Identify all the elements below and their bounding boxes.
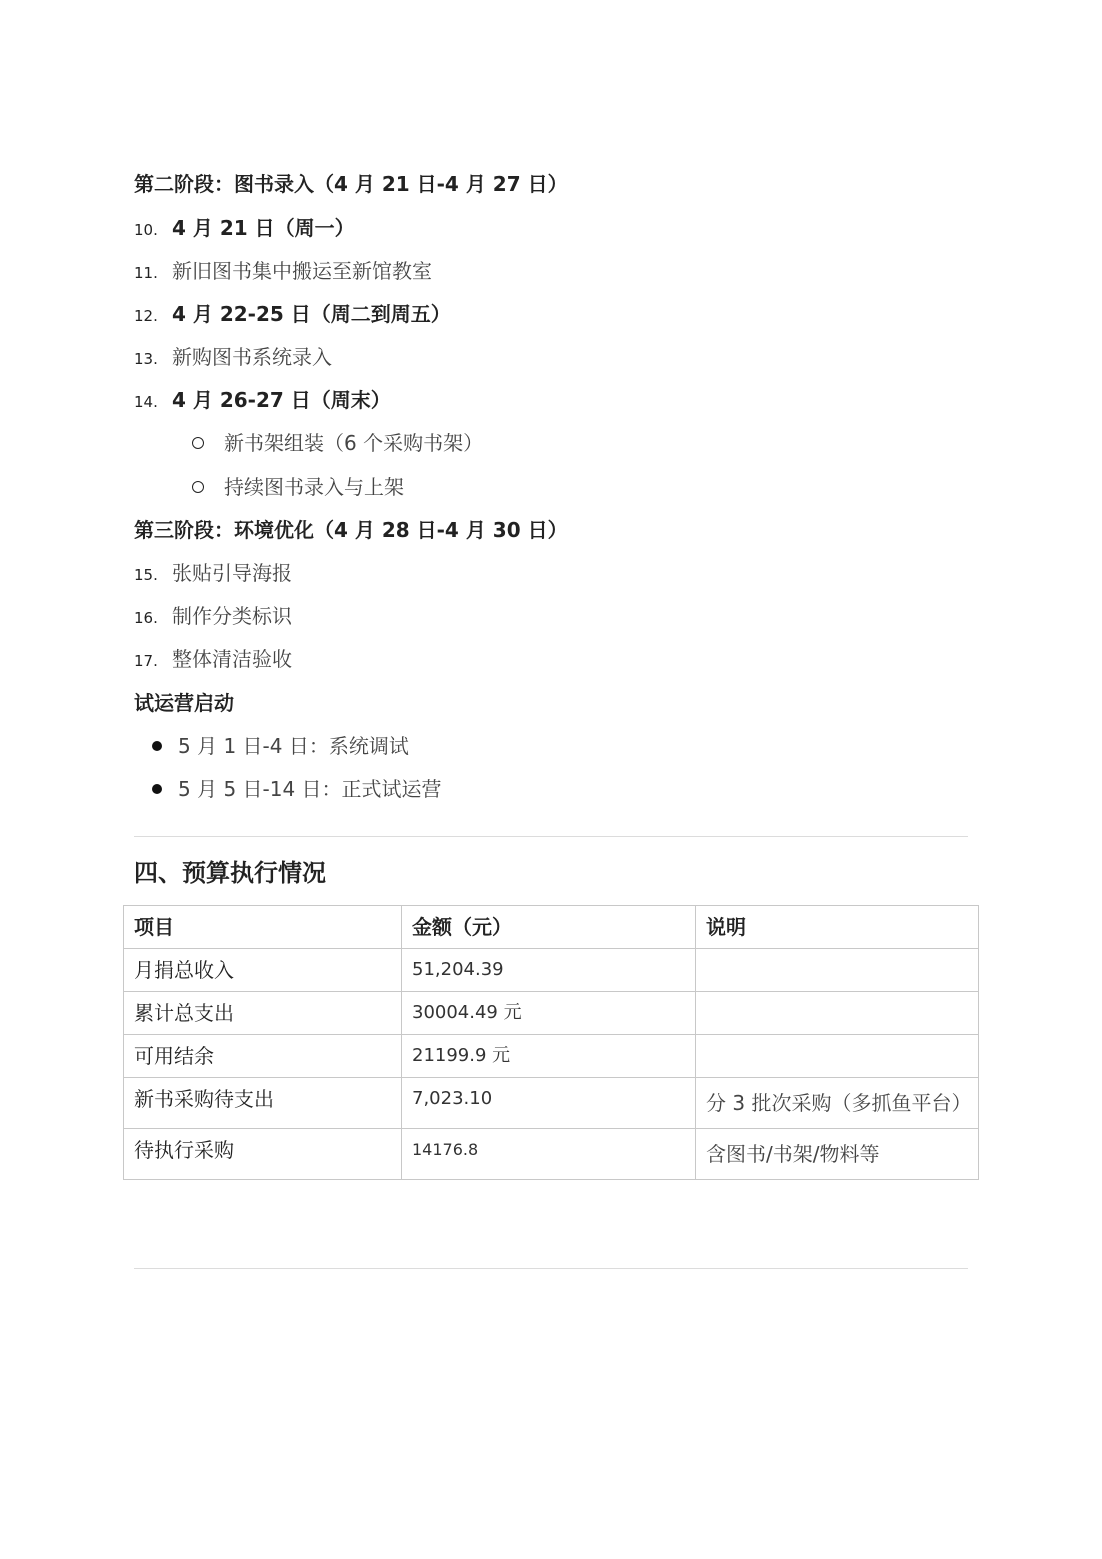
sub-list-item xyxy=(192,429,483,457)
list-number: 10. xyxy=(134,221,158,239)
list-item xyxy=(134,214,355,244)
header-item: 项目 xyxy=(124,906,402,949)
sub-list-text: 持续图书录入与上架 xyxy=(224,475,404,499)
bullet-item xyxy=(152,775,442,803)
divider xyxy=(134,836,968,837)
list-number: 13. xyxy=(134,350,158,368)
divider xyxy=(134,1268,968,1269)
bullet-item xyxy=(152,732,409,760)
table-row xyxy=(124,1078,979,1129)
bullet-dot-icon xyxy=(152,741,162,751)
item-cell: 待执行采购 xyxy=(124,1129,402,1180)
note-cell: 分 3 批次采购（多抓鱼平台） xyxy=(696,1078,979,1129)
table-row xyxy=(124,949,979,992)
bullet-text: 5 月 1 日-4 日：系统调试 xyxy=(178,734,409,758)
trial-title: 试运营启动 xyxy=(134,691,234,715)
list-item xyxy=(134,257,432,287)
amount-cell: 30004.49 元 xyxy=(402,992,696,1035)
item-cell: 月捐总收入 xyxy=(124,949,402,992)
list-item xyxy=(134,559,292,589)
item-cell: 新书采购待支出 xyxy=(124,1078,402,1129)
header-note: 说明 xyxy=(696,906,979,949)
amount-cell: 14176.8 xyxy=(402,1129,696,1180)
list-text: 制作分类标识 xyxy=(172,604,292,628)
item-cell: 累计总支出 xyxy=(124,992,402,1035)
list-text: 张贴引导海报 xyxy=(172,561,292,585)
list-item xyxy=(134,386,391,416)
list-text: 新旧图书集中搬运至新馆教室 xyxy=(172,259,432,283)
list-item xyxy=(134,602,292,632)
note-cell: 含图书/书架/物料等 xyxy=(696,1129,979,1180)
table-header-row xyxy=(124,906,979,949)
note-cell xyxy=(696,992,979,1035)
bullet-text: 5 月 5 日-14 日：正式试运营 xyxy=(178,777,442,801)
note-cell xyxy=(696,1035,979,1078)
sub-list-item xyxy=(192,473,404,501)
list-item xyxy=(134,343,332,373)
list-number: 12. xyxy=(134,307,158,325)
list-number: 11. xyxy=(134,264,158,282)
list-item xyxy=(134,300,451,330)
phase3-title: 第三阶段：环境优化（4 月 28 日-4 月 30 日） xyxy=(134,518,568,542)
list-text: 4 月 22-25 日（周二到周五） xyxy=(172,302,451,326)
list-text: 整体清洁验收 xyxy=(172,647,292,671)
table-row xyxy=(124,992,979,1035)
list-text: 4 月 26-27 日（周末） xyxy=(172,388,391,412)
header-amount: 金额（元） xyxy=(402,906,696,949)
table-row xyxy=(124,1129,979,1180)
list-item xyxy=(134,645,292,675)
amount-cell: 51,204.39 xyxy=(402,949,696,992)
note-cell xyxy=(696,949,979,992)
table-row xyxy=(124,1035,979,1078)
list-number: 15. xyxy=(134,566,158,584)
sub-list-text: 新书架组装（6 个采购书架） xyxy=(224,431,484,455)
hollow-bullet-icon xyxy=(192,437,204,449)
list-text: 新购图书系统录入 xyxy=(172,345,332,369)
item-cell: 可用结余 xyxy=(124,1035,402,1078)
budget-section-title: 四、预算执行情况 xyxy=(134,859,326,887)
list-number: 16. xyxy=(134,609,158,627)
amount-cell: 7,023.10 xyxy=(402,1078,696,1129)
hollow-bullet-icon xyxy=(192,481,204,493)
phase2-title: 第二阶段：图书录入（4 月 21 日-4 月 27 日） xyxy=(134,172,568,196)
bullet-dot-icon xyxy=(152,784,162,794)
list-text: 4 月 21 日（周一） xyxy=(172,216,355,240)
amount-cell: 21199.9 元 xyxy=(402,1035,696,1078)
list-number: 14. xyxy=(134,393,158,411)
list-number: 17. xyxy=(134,652,158,670)
budget-table xyxy=(123,905,979,1180)
